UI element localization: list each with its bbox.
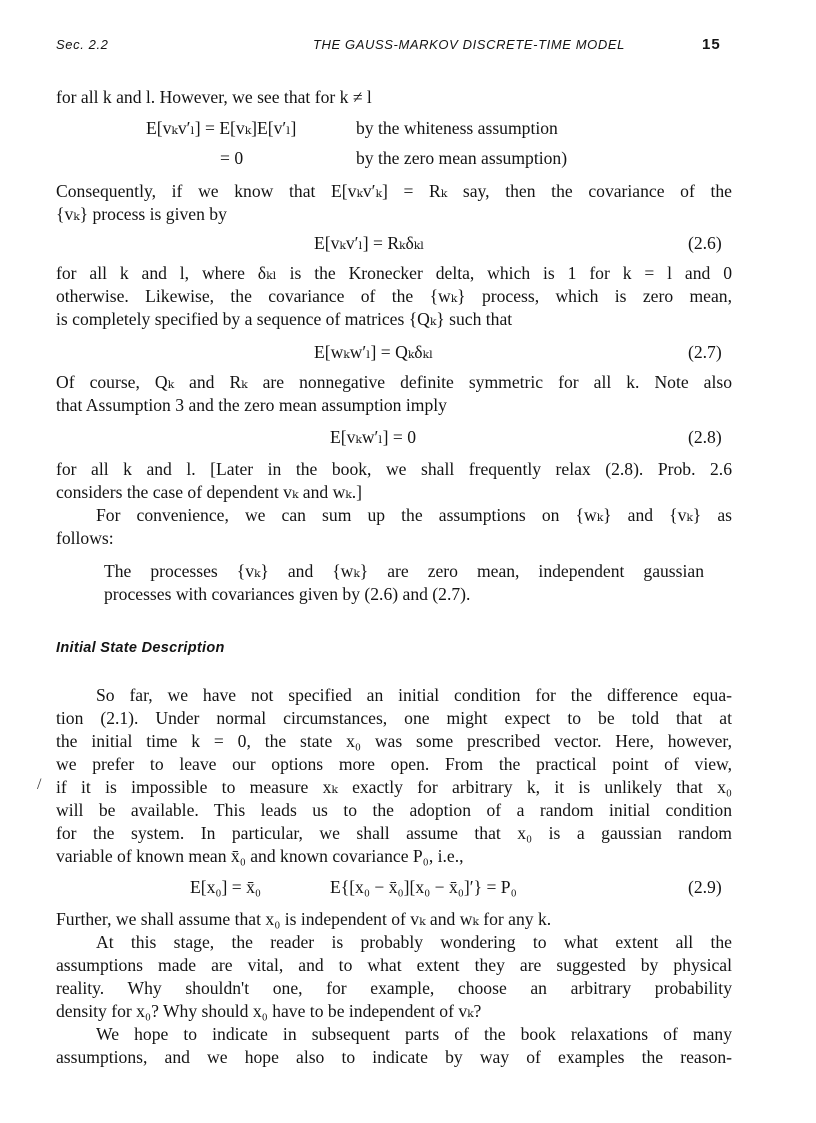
text-line: for all k and l. However, we see that for k ≠ l bbox=[56, 87, 372, 107]
text-line: Consequently, if we know that E[vₖv′ₖ] = Rₖ say, then the covariance of the bbox=[56, 181, 732, 201]
margin-mark: / bbox=[37, 776, 42, 793]
text-line: Of course, Qₖ and Rₖ are nonnegative definite symmetric for all k. Note also bbox=[56, 372, 732, 392]
text-line: otherwise. Likewise, the covariance of the {wₖ} process, which is zero mean, bbox=[56, 286, 732, 306]
text-line: variable of known mean x̄₀ and known covariance P₀, i.e., bbox=[56, 846, 464, 866]
running-title: THE GAUSS-MARKOV DISCRETE-TIME MODEL bbox=[313, 37, 625, 52]
section-heading: Initial State Description bbox=[56, 640, 225, 656]
text-line: density for x₀? Why should x₀ have to be independent of vₖ? bbox=[56, 1001, 482, 1021]
section-label: Sec. 2.2 bbox=[56, 37, 109, 52]
text-line: assumptions made are vital, and to what extent they are suggested by physical bbox=[56, 955, 732, 975]
text-line: So far, we have not specified an initial condition for the difference equa- bbox=[96, 685, 732, 705]
text-line: for all k and l. [Later in the book, we shall frequently relax (2.8). Prob. 2.6 bbox=[56, 459, 732, 479]
page-number: 15 bbox=[702, 36, 721, 53]
text-line: if it is impossible to measure xₖ exactly for arbitrary k, it is unlikely that x₀ bbox=[56, 777, 732, 797]
text-line: will be available. This leads us to the adoption of a random initial condition bbox=[56, 800, 732, 820]
text-line: reality. Why shouldn't one, for example, choose an arbitrary probability bbox=[56, 978, 732, 998]
equation-2-6: E[vₖv′ₗ] = Rₖδₖₗ bbox=[314, 233, 425, 253]
equation-whiteness: E[vₖv′ₗ] = E[vₖ]E[v′ₗ] bbox=[146, 118, 297, 138]
text-line: For convenience, we can sum up the assumptions on {wₖ} and {vₖ} as bbox=[96, 505, 732, 525]
equation-2-8: E[vₖw′ₗ] = 0 bbox=[330, 427, 417, 447]
text-line: follows: bbox=[56, 528, 114, 548]
text-line: the initial time k = 0, the state x₀ was some prescribed vector. Here, however, bbox=[56, 731, 732, 751]
equation-2-9a: E[x₀] = x̄₀ bbox=[190, 877, 262, 897]
quote-line: processes with covariances given by (2.6) and (2.7). bbox=[104, 584, 471, 604]
quote-line: The processes {vₖ} and {wₖ} are zero mean, independent gaussian bbox=[104, 561, 704, 581]
text-line: At this stage, the reader is probably wondering to what extent all the bbox=[96, 932, 732, 952]
equation-number: (2.9) bbox=[688, 877, 722, 897]
text-line: considers the case of dependent vₖ and wₖ.] bbox=[56, 482, 362, 502]
text-line: {vₖ} process is given by bbox=[56, 204, 227, 224]
equation-note: by the whiteness assumption bbox=[356, 118, 558, 138]
equation-number: (2.7) bbox=[688, 342, 722, 362]
text-line: for all k and l, where δₖₗ is the Kronecker delta, which is 1 for k = l and 0 bbox=[56, 263, 732, 283]
equation-2-9b: E{[x₀ − x̄₀][x₀ − x̄₀]′} = P₀ bbox=[330, 877, 517, 897]
equation-2-7: E[wₖw′ₗ] = Qₖδₖₗ bbox=[314, 342, 434, 362]
equation-zero: = 0 bbox=[220, 148, 244, 168]
text-line: assumptions, and we hope also to indicate by way of examples the reason- bbox=[56, 1047, 732, 1067]
equation-number: (2.8) bbox=[688, 427, 722, 447]
equation-note: by the zero mean assumption) bbox=[356, 148, 568, 168]
text-line: We hope to indicate in subsequent parts of the book relaxations of many bbox=[96, 1024, 732, 1044]
text-line: tion (2.1). Under normal circumstances, one might expect to be told that at bbox=[56, 708, 732, 728]
text-line: is completely specified by a sequence of matrices {Qₖ} such that bbox=[56, 309, 513, 329]
text-line: that Assumption 3 and the zero mean assumption imply bbox=[56, 395, 447, 415]
equation-number: (2.6) bbox=[688, 233, 722, 253]
text-line: we prefer to leave our options more open. From the practical point of view, bbox=[56, 754, 732, 774]
text-line: Further, we shall assume that x₀ is independent of vₖ and wₖ for any k. bbox=[56, 909, 552, 929]
text-line: for the system. In particular, we shall assume that x₀ is a gaussian random bbox=[56, 823, 732, 843]
